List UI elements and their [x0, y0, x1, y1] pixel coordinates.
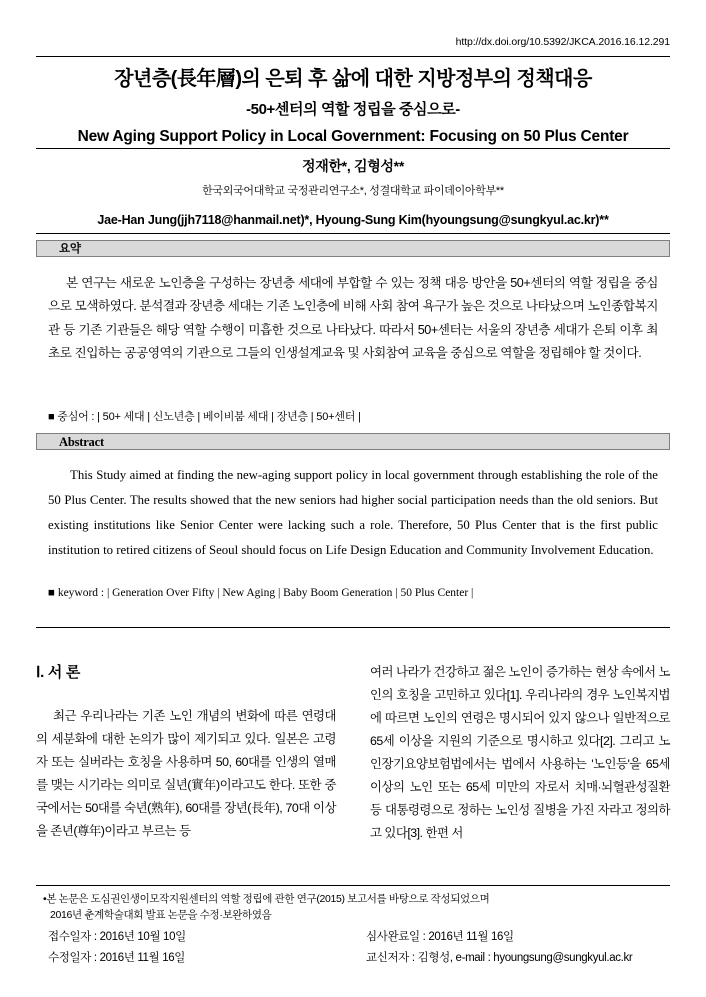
abstract-section-header [36, 433, 670, 450]
doi-link[interactable]: http://dx.doi.org/10.5392/JKCA.2016.16.12.291 [455, 36, 670, 48]
footnote-line-1: •본 논문은 도심권인생이모작지원센터의 역할 정립에 관한 연구(2015) 보고서를 바탕으로 작성되었으며 [43, 893, 490, 905]
footnote-block [36, 891, 670, 924]
footnote-divider [36, 885, 670, 886]
affiliation-korean: 한국외국어대학교 국정관리연구소*, 성결대학교 파이데이아학부** [202, 185, 504, 197]
abstract-text: This Study aimed at finding the new-aging support policy in local government through establishing the role of the 50 Plus Center. The results showed that the new seniors had higher social participation needs than the old seniors. But existing institutions like Senior Center were lacking such a role. Therefore, 50 Plus Center that is the first public institution to retired citizens of Seoul should focus on Life Design Education and Community Involvement Education. [48, 468, 658, 557]
keywords-english: ■ keyword : | Generation Over Fifty | New Aging | Baby Boom Generation | 50 Plus Center | [48, 587, 474, 599]
dates-block [36, 928, 670, 970]
title-divider [36, 148, 670, 149]
authors-english[interactable]: Jae-Han Jung(jjh7118@hanmail.net)*, Hyoung-Sung Kim(hyoungsung@sungkyul.ac.kr)** [97, 213, 609, 227]
received-date: 접수일자 : 2016년 10월 10일 [48, 931, 186, 943]
intro-paragraph-left: 최근 우리나라는 기존 노인 개념의 변화에 따른 연령대의 세분화에 대한 논의가 많이 제기되고 있다. 일본은 고령자 또는 실버라는 호칭을 사용하며 50, 60대를 인생의 열매를 맺는 시기라는 의미로 실년(實年)이라고도 한다. 또한 중국에서는 50대를 숙년(熟年), 60대를 장년(長年), 70대 이상을 존년(尊年)이라고 부르는 등 [36, 709, 336, 838]
intro-column-left [36, 705, 336, 843]
header-divider [36, 56, 670, 57]
abstract-divider [36, 627, 670, 628]
page-subtitle-korean: -50+센터의 역할 정립을 중심으로- [246, 101, 460, 118]
intro-paragraph-right: 여러 나라가 건강하고 젊은 노인이 증가하는 현상 속에서 노인의 호칭을 고민하고 있다[1]. 우리나라의 경우 노인복지법에 따르면 노인의 연령은 명시되어 있지 않으나 일반적으로 65세 이상을 지원의 기준으로 명시하고 있다[2]. 그리고 노인장기요양보험법에서는 법에서 사용하는 '노인등'을 65세 이상의 노인 또는 65세 미만의 자로서 치매·뇌혈관성질환 등 대통령령으로 정하는 노인성 질병을 가진 자라고 정의하고 있다[3]. 한편 서 [370, 665, 670, 840]
summary-section-header [36, 240, 670, 257]
summary-text: 본 연구는 새로운 노인층을 구성하는 장년층 세대에 부합할 수 있는 정책 대응 방안을 50+센터의 역할 정립을 중심으로 모색하였다. 분석결과 장년층 세대는 기존 노인층에 비해 사회 참여 욕구가 높은 것으로 나타났으며 노인종합복지관 등 기존 기관들은 해당 역할 수행이 미흡한 것으로 나타났다. 따라서 50+센터는 서울의 장년층 세대가 은퇴 이후 최초로 진입하는 공공영역의 기관으로 그들의 인생설계교육 및 사회참여 교육을 중심으로 역할을 정립해야 할 것이다. [48, 276, 658, 360]
footnote-line-2: 2016년 춘계학술대회 발표 논문을 수정·보완하였음 [50, 909, 272, 922]
abstract-heading-label: Abstract [59, 435, 104, 449]
corresponding-author[interactable]: 교신저자 : 김형성, e-mail : hyoungsung@sungkyul.ac.kr [366, 952, 633, 964]
page-title-english: New Aging Support Policy in Local Government: Focusing on 50 Plus Center [77, 128, 629, 145]
summary-heading-label: 요약 [59, 243, 81, 255]
title-block [36, 64, 670, 146]
revised-date: 수정일자 : 2016년 11월 16일 [48, 952, 186, 964]
authors-divider [36, 233, 670, 234]
page-title-korean: 장년층(長年層)의 은퇴 후 삶에 대한 지방정부의 정책대응 [114, 68, 592, 90]
accepted-date: 심사완료일 : 2016년 11월 16일 [366, 931, 514, 943]
intro-section-heading: Ⅰ. 서 론 [36, 664, 81, 681]
keywords-korean: ■ 중심어 : | 50+ 세대 | 신노년층 | 베이비붐 세대 | 장년층 | 50+센터 | [48, 411, 361, 423]
intro-column-right [370, 661, 670, 845]
authors-korean: 정재한*, 김형성** [302, 158, 404, 174]
authors-block [36, 156, 670, 227]
